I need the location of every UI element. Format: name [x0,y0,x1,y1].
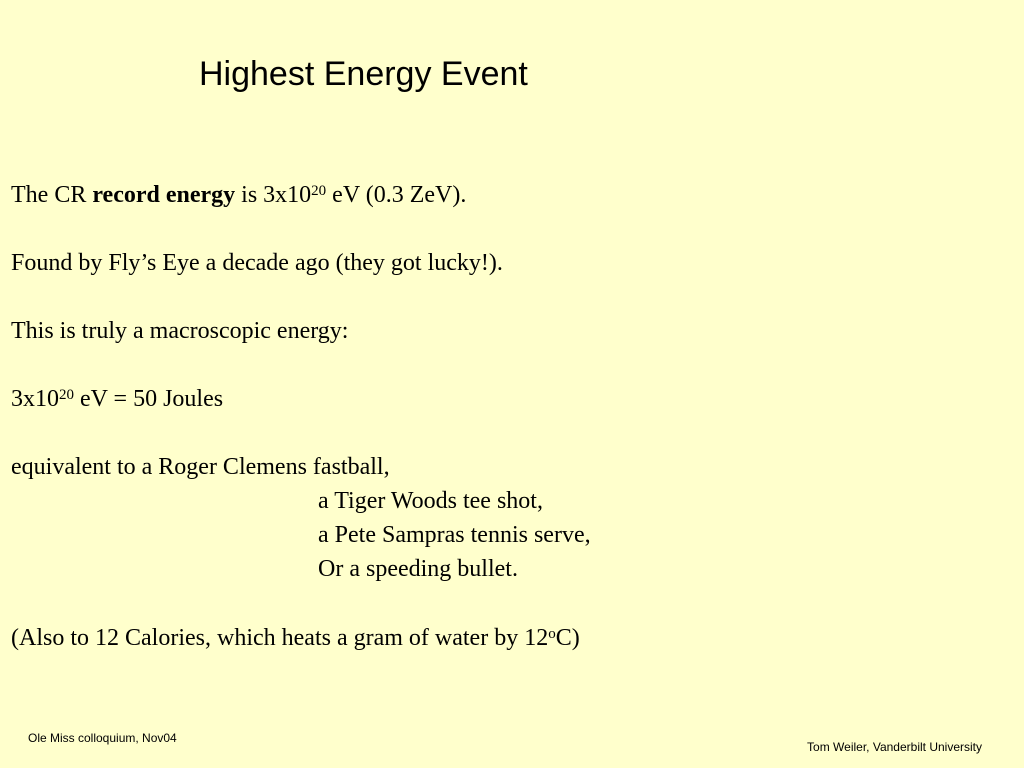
joules-base: 3x10 [11,386,59,412]
record-exponent: 20 [311,183,327,199]
degree-superscript: o [548,626,556,642]
footer-venue: Ole Miss colloquium, Nov04 [28,731,177,745]
record-mid: is 3x10 [235,182,312,208]
record-suffix: eV (0.3 ZeV). [326,182,467,208]
macroscopic-line: This is truly a macroscopic energy: [11,318,349,344]
flys-eye-line: Found by Fly’s Eye a decade ago (they got lucky!). [11,250,503,276]
joules-suffix: eV = 50 Joules [74,386,224,412]
equivalent-item: Or a speeding bullet. [318,556,518,582]
record-prefix: The CR [11,182,93,208]
footer-author: Tom Weiler, Vanderbilt University [807,740,982,754]
record-energy-bold: record energy [92,182,236,208]
calories-prefix: (Also to 12 Calories, which heats a gram of water by 12 [11,625,549,651]
equivalent-item: a Tiger Woods tee shot, [318,488,543,514]
joules-exponent: 20 [59,387,74,403]
record-energy-line [11,180,466,210]
equivalent-line: equivalent to a Roger Clemens fastball, [11,454,390,480]
slide-title: Highest Energy Event [199,55,528,93]
calories-line [11,623,580,653]
joules-line [11,384,223,414]
equivalent-item: a Pete Sampras tennis serve, [318,522,591,548]
calories-suffix: C) [555,625,580,651]
